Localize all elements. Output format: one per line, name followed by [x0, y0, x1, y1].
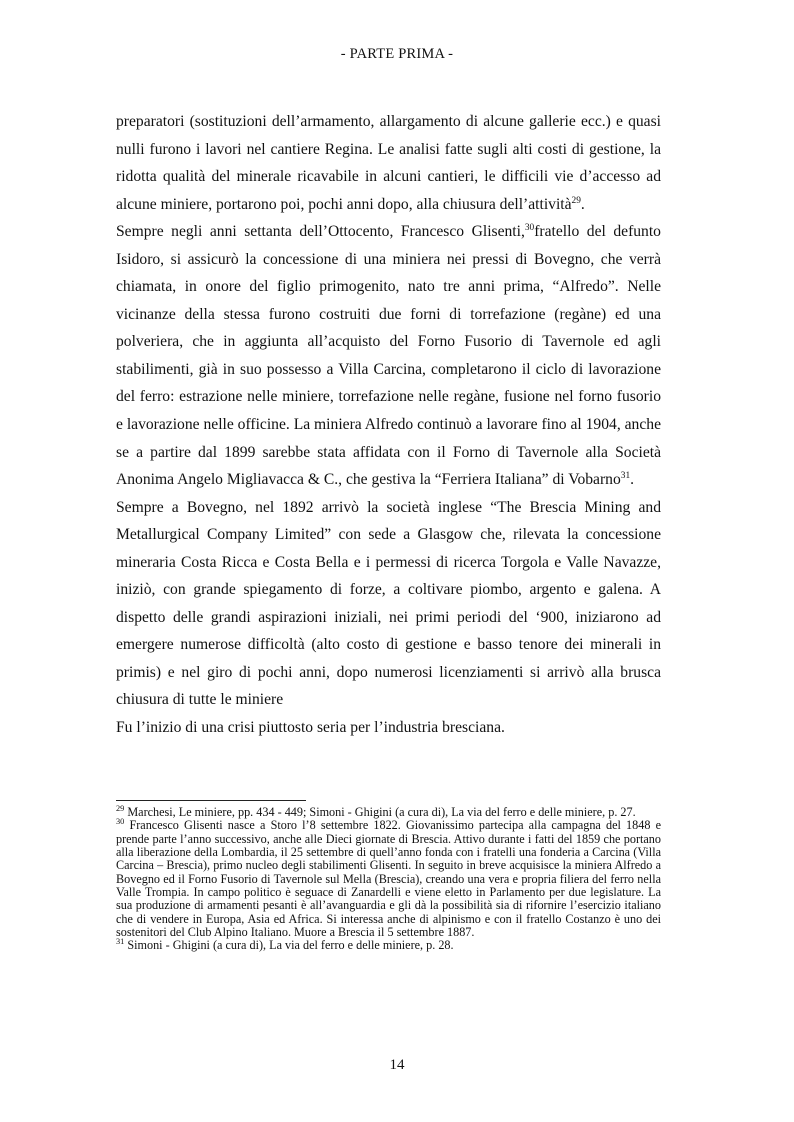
footnote-number: 30	[116, 817, 125, 827]
paragraph-text: Sempre a Bovegno, nel 1892 arrivò la società inglese “The Brescia Mining and Metallurgical Company Limited” con sede a Glasgow che, rilevata la concessione mineraria Costa Ricca e Costa Bella e i permessi di ricerca Torgola e Valle Navazze, iniziò, con grande spiegamento di forze, a coltivare piombo, argento e galena. A dispetto delle grandi aspirazioni iniziali, nei primi periodi del ‘900, iniziarono ad emergere numerose difficoltà (alto costo di gestione e basso tenore dei minerali in primis) e nel giro di pochi anni, dopo numerosi licenziamenti si arrivò alla brusca chiusura di tutte le miniere	[116, 498, 661, 709]
paragraph-text: .	[580, 195, 585, 213]
footnote-separator	[116, 800, 306, 801]
footnote-text: Marchesi, Le miniere, pp. 434 - 449; Simoni - Ghigini (a cura di), La via del ferro e delle miniere, p. 27.	[127, 805, 636, 819]
footnote	[116, 819, 661, 939]
paragraph	[116, 218, 661, 493]
paragraph-text: .	[630, 471, 635, 489]
paragraph-text: Fu l’inizio di una crisi piuttosto seria per l’industria bresciana.	[116, 719, 505, 737]
footnote-ref[interactable]: 29	[571, 195, 581, 206]
footnote-number: 31	[116, 937, 125, 947]
footnote	[116, 939, 661, 952]
body-text	[116, 108, 661, 742]
paragraph-text: preparatori (sostituzioni dell’armamento, allargamento di alcune gallerie ecc.) e quasi nulli furono i lavori nel cantiere Regina. Le analisi fatte sugli alti costi di gestione, la ridotta qualità del minerale ricavabile in alcuni cantieri, le difficili vie d’accesso ad alcune miniere, portarono poi, pochi anni dopo, alla chiusura dell’attività	[116, 113, 661, 213]
footnote-number: 29	[116, 803, 125, 813]
page-header: - PARTE PRIMA -	[340, 46, 454, 62]
paragraph-text: Sempre negli anni settanta dell’Ottocento, Francesco Glisenti,	[116, 223, 525, 241]
footnote-text: Simoni - Ghigini (a cura di), La via del ferro e delle miniere, p. 28.	[127, 938, 454, 953]
footnote-ref[interactable]: 30	[524, 223, 535, 233]
paragraph	[116, 714, 661, 742]
page-number: 14	[389, 1057, 405, 1073]
footnote-ref[interactable]: 31	[620, 470, 631, 481]
paragraph	[116, 494, 661, 714]
paragraph-text: fratello del defunto Isidoro, si assicurò la concessione di una miniera nei pressi di Bovegno, che verrà chiamata, in onore del figlio primogenito, nato tre anni prima, “Alfredo”. Nelle vicinanze della stessa furono costruiti due forni di torrefazione (regàne) ed una polveriera, che in aggiunta all’acquisto del Forno Fusorio di Tavernole ed agli stabilimenti, già in suo possesso a Villa Carcina, completarono il ciclo di lavorazione del ferro: estrazione nelle miniere, torrefazione nelle regàne, fusione nel forno fusorio e lavorazione nelle officine. La miniera Alfredo continuò a lavorare fino al 1904, anche se a partire dal 1899 sarebbe stata affidata con il Forno di Tavernole alla Società Anonima Angelo Migliavacca & C., che gestiva la “Ferriera Italiana” di Vobarno	[116, 223, 661, 489]
footnote-text: Francesco Glisenti nasce a Storo l’8 settembre 1822. Giovanissimo partecipa alla campagna del 1848 e prende parte l’anno successivo, anche alle Dieci giornate di Brescia. Attivo durante i fatti del 1859 che portano alla liberazione della Lombardia, il 25 settembre di quell’anno fonda con i fratelli una fonderia a Carcina (Villa Carcina – Brescia), primo nucleo degli stabilimenti Glisenti. In seguito in breve acquisisce la miniera Alfredo a Bovegno ed il Forno Fusorio di Tavernole sul Mella (Brescia), creando una vera e propria filiera del ferro nella Valle Trompia. In campo politico è seguace di Zanardelli e viene eletto in Parlamento per due legislature. La sua produzione di armamenti pesanti è all’avanguardia e gli dà la possibilità sia di rifornire l’esercizio italiano che di vendere in Europa, Asia ed Africa. Si interessa anche di alpinismo e con il fratello Costanzo è uno dei sostenitori del Club Alpino Italiano. Muore a Brescia il 5 settembre 1887.	[116, 818, 662, 940]
paragraph	[116, 108, 661, 218]
footnotes	[116, 803, 662, 953]
